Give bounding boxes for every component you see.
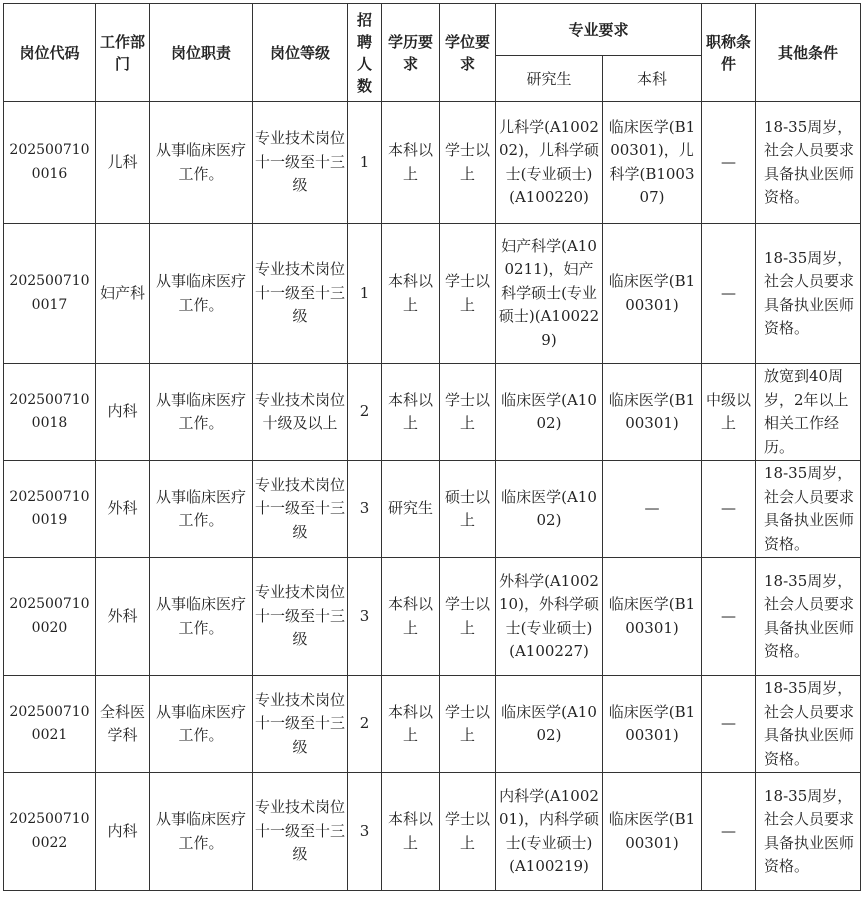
cell-edu: 本科以上 bbox=[382, 773, 440, 891]
table-row bbox=[4, 102, 861, 224]
cell-title: — bbox=[702, 461, 756, 558]
cell-degree: 学士以上 bbox=[440, 676, 496, 773]
cell-grade: 专业技术岗位十级及以上 bbox=[253, 364, 348, 461]
cell-edu: 本科以上 bbox=[382, 224, 440, 364]
header-title: 职称条件 bbox=[702, 4, 756, 102]
header-major-grad: 研究生 bbox=[496, 56, 603, 102]
table-row bbox=[4, 676, 861, 773]
cell-dept: 全科医学科 bbox=[96, 676, 150, 773]
cell-other: 18-35周岁，社会人员要求具备执业医师资格。 bbox=[756, 676, 861, 773]
cell-major-ug: 临床医学(B100301) bbox=[603, 224, 702, 364]
cell-major-grad: 妇产科学(A100211)，妇产科学硕士(专业硕士)(A100229) bbox=[496, 224, 603, 364]
cell-dept: 内科 bbox=[96, 773, 150, 891]
job-table-container bbox=[3, 3, 861, 891]
cell-title: — bbox=[702, 224, 756, 364]
cell-degree: 学士以上 bbox=[440, 773, 496, 891]
cell-major-ug: — bbox=[603, 461, 702, 558]
cell-grade: 专业技术岗位十一级至十三级 bbox=[253, 558, 348, 676]
cell-edu: 本科以上 bbox=[382, 676, 440, 773]
cell-code: 2025007100020 bbox=[4, 558, 96, 676]
cell-grade: 专业技术岗位十一级至十三级 bbox=[253, 676, 348, 773]
header-duty: 岗位职责 bbox=[150, 4, 253, 102]
cell-other: 18-35周岁，社会人员要求具备执业医师资格。 bbox=[756, 558, 861, 676]
cell-duty: 从事临床医疗工作。 bbox=[150, 676, 253, 773]
table-row bbox=[4, 224, 861, 364]
cell-degree: 硕士以上 bbox=[440, 461, 496, 558]
cell-other: 18-35周岁，社会人员要求具备执业医师资格。 bbox=[756, 461, 861, 558]
cell-dept: 外科 bbox=[96, 558, 150, 676]
cell-other: 18-35周岁，社会人员要求具备执业医师资格。 bbox=[756, 102, 861, 224]
cell-title: — bbox=[702, 676, 756, 773]
table-row bbox=[4, 773, 861, 891]
cell-count: 1 bbox=[348, 102, 382, 224]
header-edu: 学历要求 bbox=[382, 4, 440, 102]
header-major: 专业要求 bbox=[496, 4, 702, 56]
header-major-ug: 本科 bbox=[603, 56, 702, 102]
header-dept: 工作部门 bbox=[96, 4, 150, 102]
cell-title: — bbox=[702, 773, 756, 891]
cell-grade: 专业技术岗位十一级至十三级 bbox=[253, 102, 348, 224]
cell-dept: 妇产科 bbox=[96, 224, 150, 364]
header-degree: 学位要求 bbox=[440, 4, 496, 102]
cell-degree: 学士以上 bbox=[440, 364, 496, 461]
cell-major-ug: 临床医学(B100301) bbox=[603, 676, 702, 773]
cell-code: 2025007100022 bbox=[4, 773, 96, 891]
cell-duty: 从事临床医疗工作。 bbox=[150, 364, 253, 461]
cell-title: 中级以上 bbox=[702, 364, 756, 461]
cell-dept: 外科 bbox=[96, 461, 150, 558]
table-row bbox=[4, 461, 861, 558]
cell-code: 2025007100019 bbox=[4, 461, 96, 558]
cell-count: 3 bbox=[348, 461, 382, 558]
cell-edu: 本科以上 bbox=[382, 102, 440, 224]
cell-title: — bbox=[702, 102, 756, 224]
cell-other: 18-35周岁，社会人员要求具备执业医师资格。 bbox=[756, 224, 861, 364]
cell-major-grad: 儿科学(A100202)，儿科学硕士(专业硕士)(A100220) bbox=[496, 102, 603, 224]
cell-duty: 从事临床医疗工作。 bbox=[150, 224, 253, 364]
cell-edu: 本科以上 bbox=[382, 558, 440, 676]
cell-major-grad: 临床医学(A1002) bbox=[496, 676, 603, 773]
cell-degree: 学士以上 bbox=[440, 558, 496, 676]
cell-duty: 从事临床医疗工作。 bbox=[150, 558, 253, 676]
cell-degree: 学士以上 bbox=[440, 102, 496, 224]
cell-major-ug: 临床医学(B100301)，儿科学(B100307) bbox=[603, 102, 702, 224]
cell-major-grad: 临床医学(A1002) bbox=[496, 461, 603, 558]
cell-count: 3 bbox=[348, 558, 382, 676]
cell-grade: 专业技术岗位十一级至十三级 bbox=[253, 461, 348, 558]
cell-count: 3 bbox=[348, 773, 382, 891]
cell-major-grad: 内科学(A100201)，内科学硕士(专业硕士)(A100219) bbox=[496, 773, 603, 891]
table-body bbox=[4, 102, 861, 891]
cell-title: — bbox=[702, 558, 756, 676]
table-row bbox=[4, 558, 861, 676]
cell-count: 1 bbox=[348, 224, 382, 364]
cell-dept: 儿科 bbox=[96, 102, 150, 224]
header-grade: 岗位等级 bbox=[253, 4, 348, 102]
header-other: 其他条件 bbox=[756, 4, 861, 102]
header-count: 招聘人数 bbox=[348, 4, 382, 102]
cell-degree: 学士以上 bbox=[440, 224, 496, 364]
cell-other: 18-35周岁，社会人员要求具备执业医师资格。 bbox=[756, 773, 861, 891]
cell-grade: 专业技术岗位十一级至十三级 bbox=[253, 773, 348, 891]
job-posting-table bbox=[3, 3, 861, 891]
cell-duty: 从事临床医疗工作。 bbox=[150, 102, 253, 224]
cell-major-grad: 临床医学(A1002) bbox=[496, 364, 603, 461]
cell-major-ug: 临床医学(B100301) bbox=[603, 773, 702, 891]
cell-code: 2025007100016 bbox=[4, 102, 96, 224]
cell-duty: 从事临床医疗工作。 bbox=[150, 773, 253, 891]
cell-code: 2025007100021 bbox=[4, 676, 96, 773]
cell-grade: 专业技术岗位十一级至十三级 bbox=[253, 224, 348, 364]
cell-dept: 内科 bbox=[96, 364, 150, 461]
cell-major-ug: 临床医学(B100301) bbox=[603, 364, 702, 461]
cell-code: 2025007100017 bbox=[4, 224, 96, 364]
cell-duty: 从事临床医疗工作。 bbox=[150, 461, 253, 558]
cell-major-grad: 外科学(A100210)，外科学硕士(专业硕士)(A100227) bbox=[496, 558, 603, 676]
cell-edu: 研究生 bbox=[382, 461, 440, 558]
cell-edu: 本科以上 bbox=[382, 364, 440, 461]
table-row bbox=[4, 364, 861, 461]
cell-count: 2 bbox=[348, 364, 382, 461]
cell-count: 2 bbox=[348, 676, 382, 773]
cell-code: 2025007100018 bbox=[4, 364, 96, 461]
cell-major-ug: 临床医学(B100301) bbox=[603, 558, 702, 676]
header-code: 岗位代码 bbox=[4, 4, 96, 102]
cell-other: 放宽到40周岁，2年以上相关工作经历。 bbox=[756, 364, 861, 461]
